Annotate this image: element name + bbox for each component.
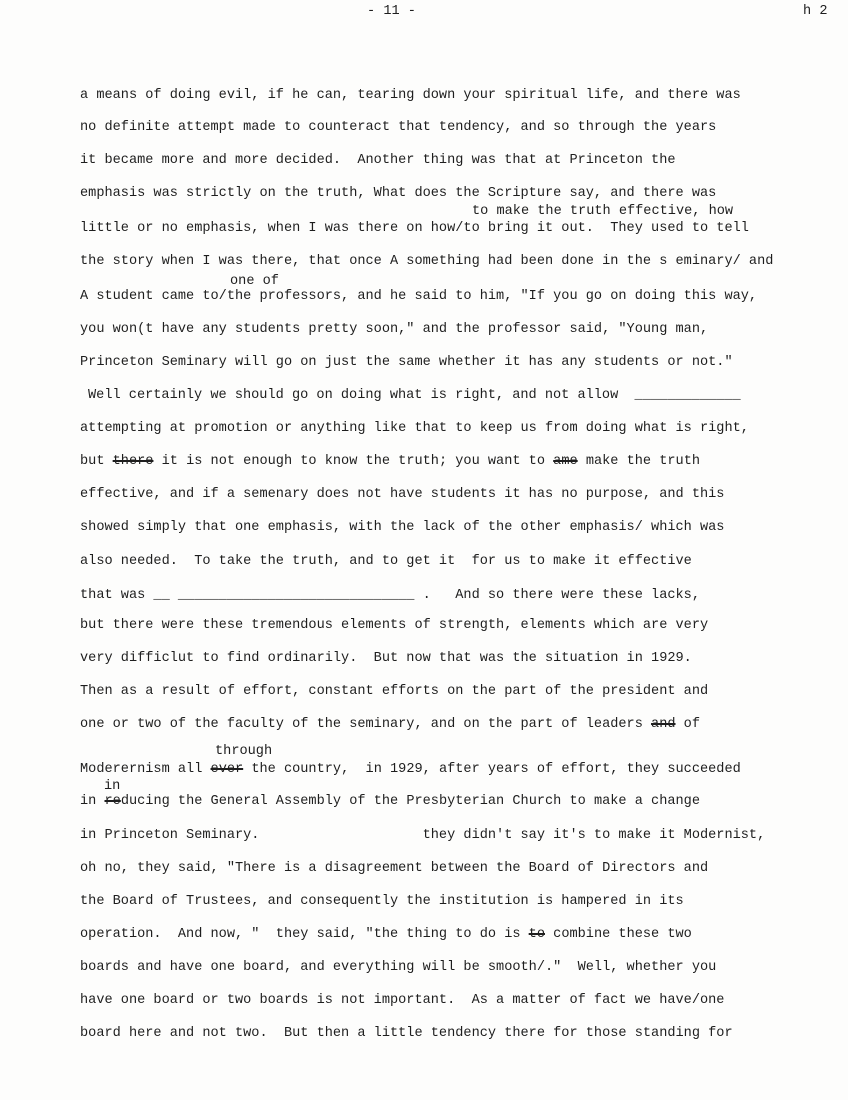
page-number: - 11 - bbox=[367, 4, 416, 19]
handwritten-insertion: to make the truth effective, how bbox=[472, 204, 734, 219]
text-segment: it is not enough to know the truth; you want to bbox=[153, 454, 554, 469]
text-line: very difficlut to find ordinarily. But now that was the situation in 1929. bbox=[80, 651, 692, 666]
text-line: in Princeton Seminary. they didn't say it's to make it Modernist, bbox=[80, 828, 766, 843]
text-line bbox=[80, 927, 692, 943]
text-line: the Board of Trustees, and consequently the institution is hampered in its bbox=[80, 894, 684, 909]
text-line bbox=[80, 762, 741, 778]
text-segment: of bbox=[675, 717, 700, 732]
text-line bbox=[80, 454, 700, 470]
text-line: board here and not two. But then a little tendency there for those standing for bbox=[80, 1026, 733, 1041]
text-segment: combine these two bbox=[545, 927, 692, 942]
text-line: oh no, they said, "There is a disagreement between the Board of Directors and bbox=[80, 861, 709, 876]
text-line: have one board or two boards is not important. As a matter of fact we have/one bbox=[80, 993, 725, 1008]
handwritten-insertion: through bbox=[215, 744, 273, 759]
text-line bbox=[80, 717, 700, 733]
text-line: also needed. To take the truth, and to get it for us to make it effective bbox=[80, 554, 692, 569]
text-line: that was __ _____________________________ . And so there were these lacks, bbox=[80, 588, 700, 603]
text-line: attempting at promotion or anything like that to keep us from doing what is right, bbox=[80, 421, 749, 436]
text-line: Princeton Seminary will go on just the same whether it has any students or not." bbox=[80, 355, 733, 370]
struck-text: and bbox=[651, 717, 676, 732]
text-line: boards and have one board, and everything will be smooth/." Well, whether you bbox=[80, 960, 717, 975]
text-segment: operation. And now, " they said, "the thing to do is bbox=[80, 927, 529, 942]
text-line: Then as a result of effort, constant efforts on the part of the president and bbox=[80, 684, 709, 699]
text-segment: one or two of the faculty of the seminary, and on the part of leaders bbox=[80, 717, 652, 732]
text-segment: the country, in 1929, after years of effort, they succeeded bbox=[243, 762, 741, 777]
text-line bbox=[80, 794, 700, 810]
text-line: showed simply that one emphasis, with the lack of the other emphasis/ which was bbox=[80, 520, 725, 535]
text-line: little or no emphasis, when I was there on how/to bring it out. They used to tell bbox=[80, 221, 749, 236]
struck-text: there bbox=[112, 454, 154, 469]
text-line: you won(t have any students pretty soon," and the professor said, "Young man, bbox=[80, 322, 709, 337]
text-line: but there were these tremendous elements of strength, elements which are very bbox=[80, 618, 709, 633]
struck-text: ever bbox=[210, 762, 244, 777]
text-line: emphasis was strictly on the truth, What does the Scripture say, and there was bbox=[80, 186, 717, 201]
text-line: effective, and if a semenary does not have students it has no purpose, and this bbox=[80, 487, 725, 502]
text-segment: ducing the General Assembly of the Presbyterian Church to make a change bbox=[120, 794, 701, 809]
text-segment: but bbox=[80, 454, 113, 469]
text-segment: make the truth bbox=[577, 454, 701, 469]
handwritten-insertion: one of bbox=[230, 274, 279, 289]
page-code: h 2 bbox=[803, 4, 828, 19]
struck-text: to bbox=[528, 927, 545, 942]
handwritten-insertion: in bbox=[104, 779, 121, 794]
text-line: it became more and more decided. Another thing was that at Princeton the bbox=[80, 153, 676, 168]
text-line: A student came to/the professors, and he said to him, "If you go on doing this way, bbox=[80, 289, 758, 304]
text-line: a means of doing evil, if he can, tearing down your spiritual life, and there was bbox=[80, 88, 741, 103]
text-segment: in bbox=[80, 794, 105, 809]
text-segment: Moderernism all bbox=[80, 762, 211, 777]
text-line: the story when I was there, that once A something had been done in the s eminary/ and bbox=[80, 254, 774, 269]
text-line: no definite attempt made to counteract that tendency, and so through the years bbox=[80, 120, 717, 135]
struck-text: ame bbox=[553, 454, 578, 469]
text-line: Well certainly we should go on doing what is right, and not allow _____________ bbox=[88, 388, 741, 403]
struck-text: re bbox=[104, 794, 121, 809]
